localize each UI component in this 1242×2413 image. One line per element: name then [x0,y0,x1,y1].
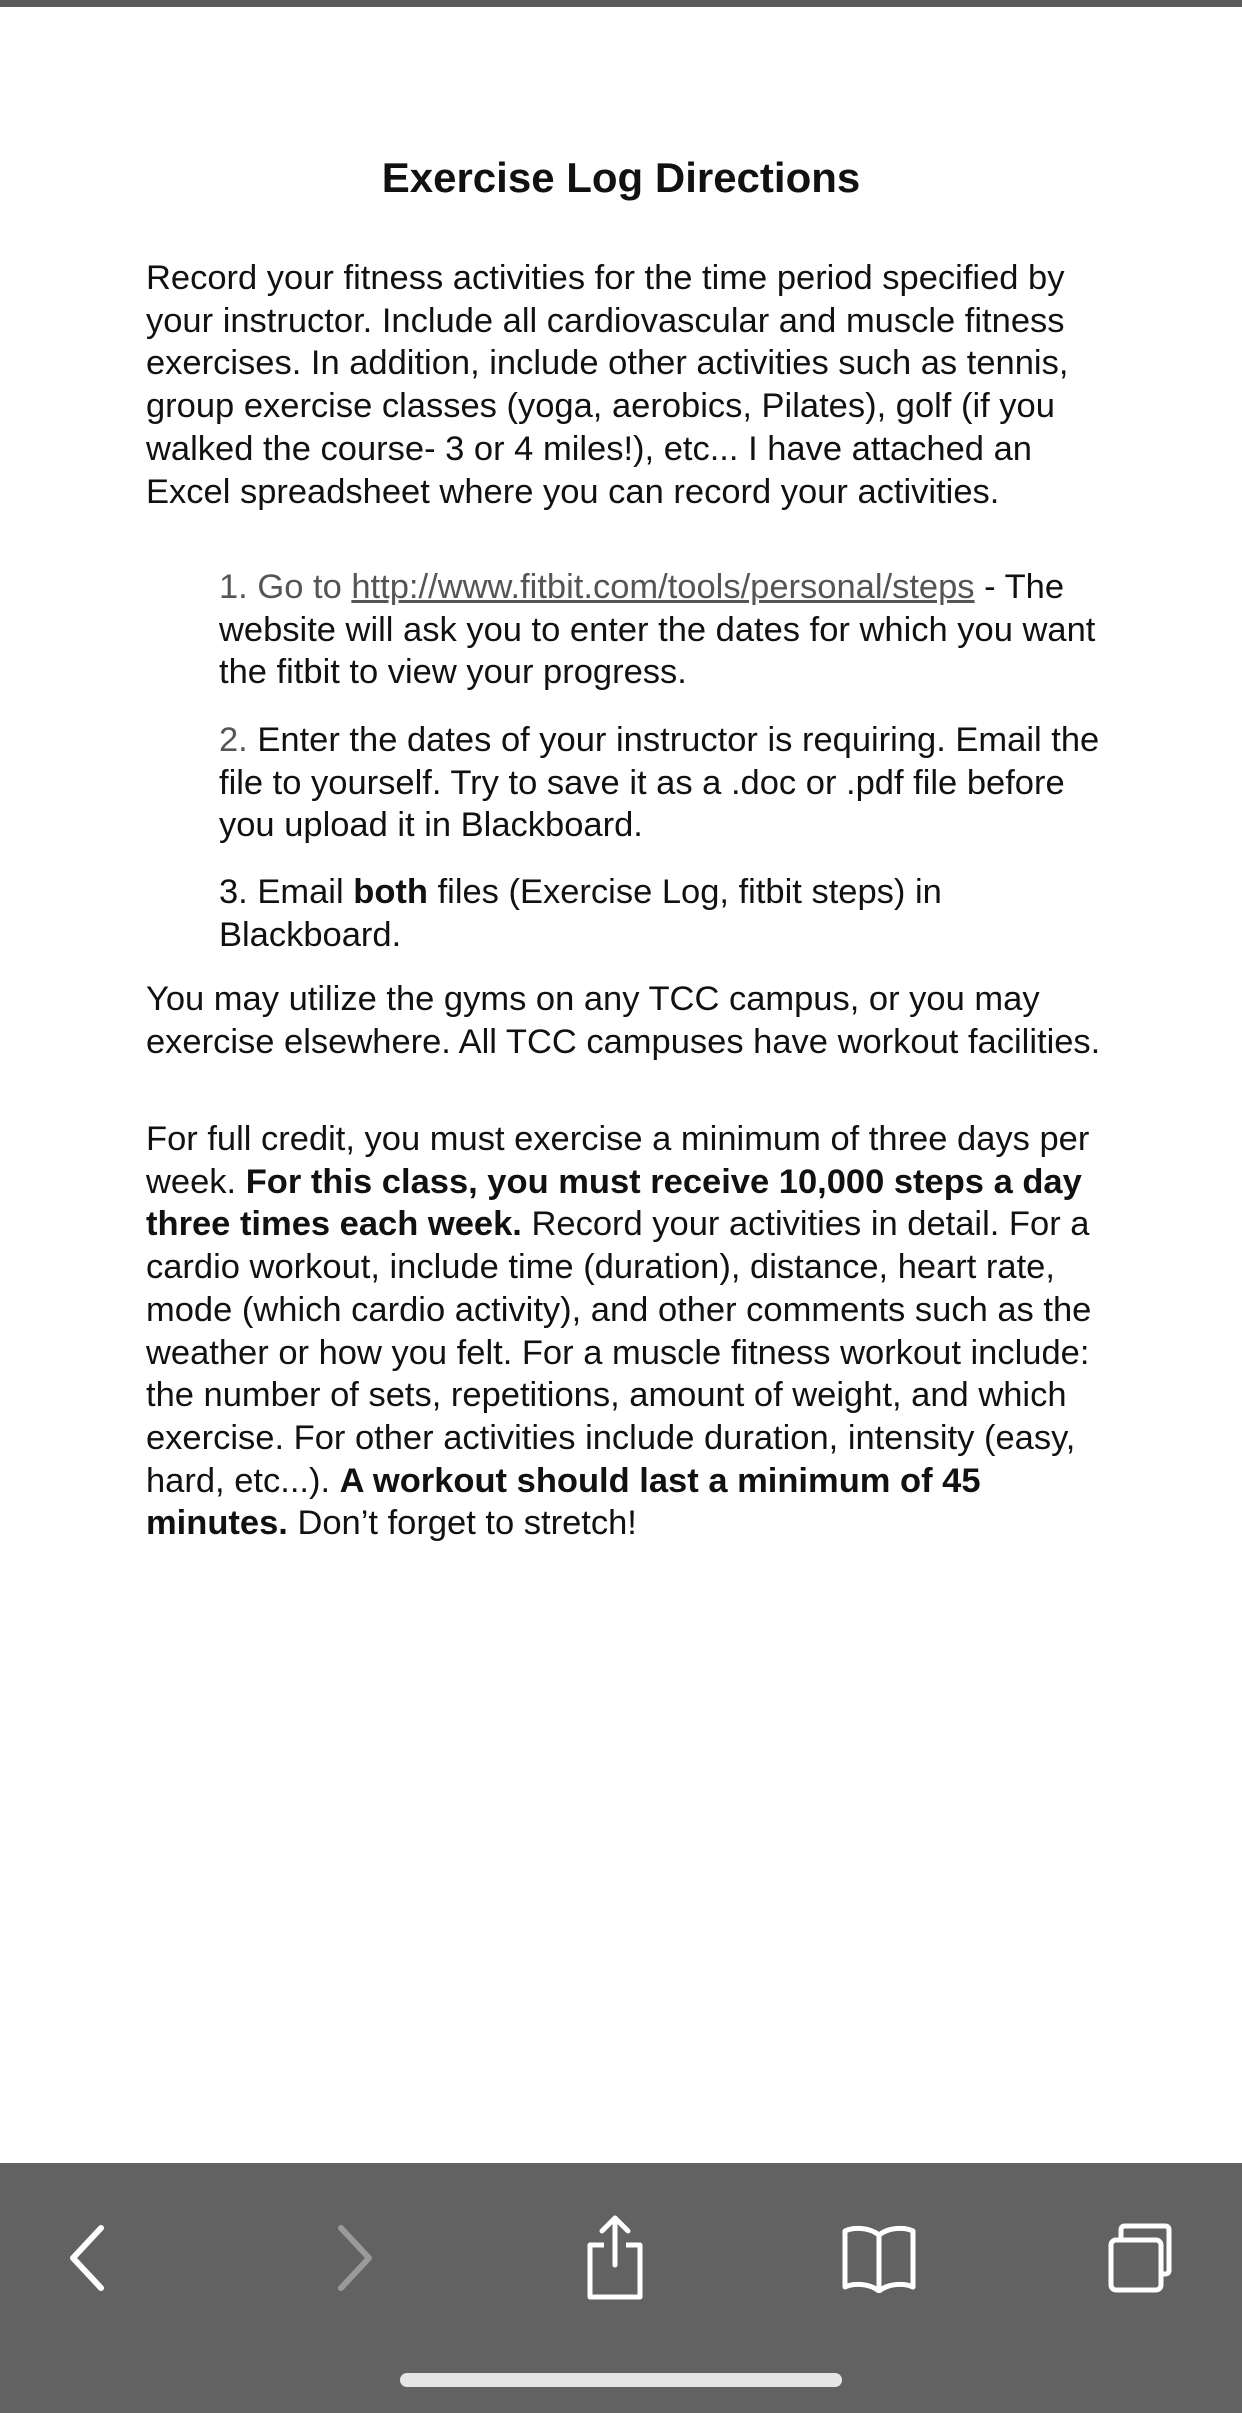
gyms-paragraph: You may utilize the gyms on any TCC campus, or you may exercise elsewhere. All TCC campuses have workout facilities. [146,980,1101,1061]
step-2-number: 2. [219,721,248,759]
step-1-prefix: Go to [257,568,342,606]
intro-paragraph: Record your fitness activities for the time period specified by your instructor. Include all cardiovascular and muscle fitness exercises. In addition, include other activities such as tennis, group exercise classes (yoga, aerobics, Pilates), golf (if you walked the course- 3 or 4 miles!), etc... I have attached an Excel spreadsheet where you can record your activities. [146,259,1069,511]
step-3-bold: both [353,873,428,911]
credit-bold1: For this class, you must receive 10,000 steps a day three times each week. [146,1162,1082,1244]
credit-paragraph [146,1118,1106,1545]
back-button[interactable] [32,2203,142,2313]
chevron-left-icon [57,2218,117,2298]
step-1-text: The website will ask you to enter the dates for which you want the fitbit to view your progress. [219,568,1096,692]
document-title: Exercise Log Directions [381,154,861,201]
bookmarks-button[interactable] [824,2203,934,2313]
credit-part3: Don’t forget to stretch! [297,1504,637,1543]
book-icon [839,2223,919,2293]
step-2 [219,719,1119,847]
forward-button[interactable] [300,2203,410,2313]
step-3-number: 3. [219,873,248,911]
tabs-icon [1103,2220,1179,2296]
top-edge-bar [0,0,1242,7]
credit-bold2: A workout should last a minimum of 45 minutes. [146,1461,981,1543]
share-icon [580,2213,650,2303]
step-3-text: files (Exercise Log, fitbit steps) in Blackboard. [219,873,942,954]
step-1: 1. Go to http://www.fitbit.com/tools/personal/steps - The website will ask you to enter the dates for which you want the fitbit to view your progress. [219,568,1096,692]
home-indicator[interactable] [400,2373,842,2387]
credit-part1: For full credit, you must exercise a minimum of three days per week. [146,1120,1090,1201]
fitbit-steps-link[interactable]: http://www.fitbit.com/tools/personal/steps [351,568,975,606]
step-1-number: 1. [219,568,248,606]
step-3-prefix: Email [257,873,344,911]
credit-part2: Record your activities in detail. For a cardio workout, include time (duration), distance, heart rate, mode (which cardio activity), and other comments such as the weather or how you felt. For a muscle fitness workout include: the number of sets, repetitions, amount of weight, and which exercise. For other activities include duration, intensity (easy, hard, etc...). [146,1205,1092,1500]
chevron-right-icon [325,2218,385,2298]
tabs-button[interactable] [1086,2203,1196,2313]
step-2-text: Enter the dates of your instructor is requiring. Email the file to yourself. Try to save it as a .doc or .pdf file before you upload it in Blackboard. [219,721,1100,845]
step-3 [219,871,1119,956]
share-button[interactable] [560,2203,670,2313]
